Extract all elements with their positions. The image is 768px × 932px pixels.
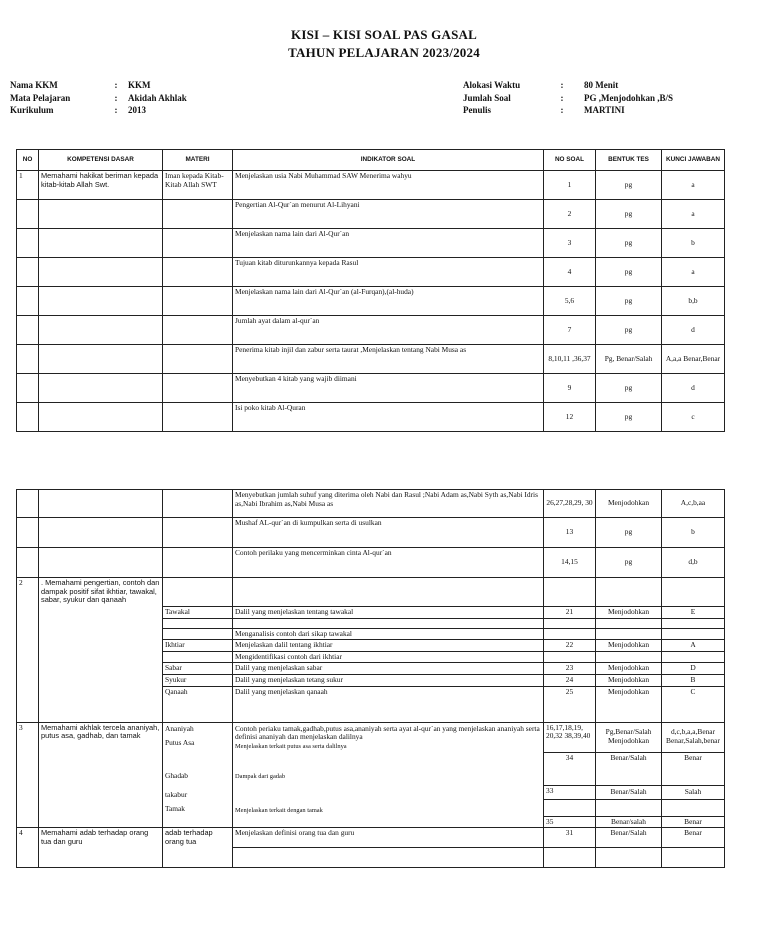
meta-label: Jumlah Soal — [463, 92, 511, 103]
meta-label: Penulis — [463, 105, 492, 115]
meta-value: 2013 — [128, 105, 146, 115]
kunci-jawaban: d,b — [662, 548, 725, 578]
materi: Ghadab — [165, 770, 188, 780]
bentuk-tes: Menjodohkan — [596, 674, 662, 686]
meta-value: PG ,Menjodohkan ,B/S — [584, 92, 674, 103]
header-no: NO — [17, 150, 39, 171]
table-row — [17, 374, 725, 403]
kunci-jawaban: d — [662, 316, 725, 345]
bentuk-tes: pg — [596, 287, 662, 316]
no-soal: 24 — [544, 674, 596, 686]
indikator: Isi poko kitab Al-Quran — [233, 403, 544, 432]
row-no: 1 — [17, 171, 39, 200]
table-row — [17, 229, 725, 258]
meta-right-colons — [558, 79, 566, 117]
header-indikator: INDIKATOR SOAL — [233, 150, 544, 171]
table-row — [17, 316, 725, 345]
indikator: Penerima kitab injil dan zabur serta taurat ,Menjelaskan tentang Nabi Musa as — [233, 345, 544, 374]
materi: Ananiyah — [165, 723, 194, 733]
colon: : — [560, 92, 564, 103]
meta-right-labels — [463, 79, 520, 117]
indikator: Menganalisis contoh dari sikap tawakal — [233, 628, 544, 640]
no-soal: 13 — [544, 518, 596, 548]
bentuk-tes: pg — [596, 200, 662, 229]
meta-label: Kurikulum — [10, 105, 54, 115]
indikator: Mengidentifikasi contoh dari ikhtiar — [233, 651, 544, 663]
row-no: 2 — [17, 578, 39, 723]
kunci-jawaban: d — [662, 374, 725, 403]
kisi-table-2 — [16, 489, 725, 868]
header-bentuk-tes: BENTUK TES — [596, 150, 662, 171]
kunci-jawaban: a — [662, 200, 725, 229]
bentuk-tes: pg — [596, 518, 662, 548]
meta-value: 80 Menit — [584, 80, 619, 90]
materi: Tawakal — [163, 607, 233, 619]
header-kunci-jawaban: KUNCI JAWABAN — [662, 150, 725, 171]
no-soal: 26,27,28,29, 30 — [544, 490, 596, 518]
table-row — [17, 200, 725, 229]
kunci-jawaban: Salah — [662, 785, 725, 799]
kunci-jawaban: D — [662, 663, 725, 675]
bentuk-tes: pg — [596, 229, 662, 258]
meta-label: Alokasi Waktu — [463, 80, 521, 90]
bentuk-tes: Pg,Benar/Salah Menjodohkan — [596, 722, 662, 752]
materi: takabur — [165, 789, 188, 799]
header-kompetensi: KOMPETENSI DASAR — [39, 150, 163, 171]
no-soal: 25 — [544, 686, 596, 722]
colon: : — [114, 92, 118, 103]
materi: adab terhadap orang tua — [163, 828, 233, 868]
meta-right-values — [584, 79, 673, 117]
no-soal: 12 — [544, 403, 596, 432]
indikator: Menjelaskan dalil tentang ikhtiar — [233, 640, 544, 652]
bentuk-tes: pg — [596, 171, 662, 200]
bentuk-tes: Benar/salah — [596, 816, 662, 828]
materi: Ikhtiar — [163, 640, 233, 652]
kompetensi-dasar: Memahami hakikat beriman kepada kitab-kitab Allah Swt. — [39, 171, 163, 200]
indikator: Menjelaskan definisi orang tua dan guru — [233, 828, 544, 848]
row-no: 3 — [17, 722, 39, 828]
no-soal: 31 — [544, 828, 596, 848]
bentuk-tes: pg — [596, 403, 662, 432]
indikator: Menjelaskan nama lain dari Al-Qur`an — [233, 229, 544, 258]
materi: Tamak — [165, 803, 186, 813]
meta-value: KKM — [128, 80, 151, 90]
bentuk-tes: pg — [596, 258, 662, 287]
table-row — [17, 828, 725, 848]
table-row — [17, 403, 725, 432]
bentuk-tes: Benar/Salah — [596, 828, 662, 848]
indikator: Pengertian Al-Qur`an menurut Al-Lihyani — [233, 200, 544, 229]
kunci-jawaban: b — [662, 229, 725, 258]
bentuk-tes: Menjodohkan — [596, 686, 662, 722]
meta-value: Akidah Akhlak — [128, 92, 187, 103]
bentuk-tes: Benar/Salah — [596, 752, 662, 785]
no-soal: 3 — [544, 229, 596, 258]
table-row — [17, 287, 725, 316]
indikator: Dalil yang menjelaskan sabar — [233, 663, 544, 675]
kunci-jawaban: a — [662, 171, 725, 200]
meta-label: Mata Pelajaran — [10, 92, 71, 103]
indikator: Mushaf AL-qur`an di kumpulkan serta di usulkan — [233, 518, 544, 548]
kunci-jawaban: c — [662, 403, 725, 432]
bentuk-tes: pg — [596, 374, 662, 403]
colon: : — [114, 80, 118, 90]
bentuk-tes: Menjodohkan — [596, 490, 662, 518]
indikator-list — [233, 722, 544, 828]
meta-label: Nama KKM — [10, 80, 58, 90]
colon: : — [114, 105, 118, 115]
table-header-row — [17, 150, 725, 171]
kunci-jawaban: Benar — [662, 828, 725, 848]
table-row — [17, 578, 725, 607]
indikator: Dalil yang menjelaskan tetang sukur — [233, 674, 544, 686]
document-title: KISI – KISI SOAL PAS GASAL — [291, 27, 477, 42]
materi: Syukur — [163, 674, 233, 686]
materi: Iman kepada Kitab-Kitab Allah SWT — [163, 171, 233, 200]
indikator: Contoh perilaku yang mencerminkan cinta Al-qur`an — [233, 548, 544, 578]
indikator: Menyebutkan jumlah suhuf yang diterima oleh Nabi dan Rasul ;Nabi Adam as,Nabi Syth as,Nabi Idris as,Nabi Ibrahim as,Nabi Musa as — [233, 490, 544, 518]
table-row — [17, 490, 725, 518]
no-soal: 35 — [544, 816, 596, 828]
kunci-jawaban: Benar — [662, 752, 725, 785]
row-no: 4 — [17, 828, 39, 868]
document-subtitle: TAHUN PELAJARAN 2023/2024 — [288, 45, 480, 60]
no-soal: 23 — [544, 663, 596, 675]
kunci-jawaban: d,c,b,a,a,Benar Benar,Salah,benar — [662, 722, 725, 752]
bentuk-tes: pg — [596, 316, 662, 345]
table-row — [17, 722, 725, 752]
colon: : — [560, 105, 564, 115]
kunci-jawaban: A,a,a Benar,Benar — [662, 345, 725, 374]
bentuk-tes: Menjodohkan — [596, 663, 662, 675]
bentuk-tes: Pg, Benar/Salah — [596, 345, 662, 374]
bentuk-tes: pg — [596, 548, 662, 578]
materi-list — [163, 722, 233, 828]
materi: Qanaah — [163, 686, 233, 722]
kunci-jawaban: b,b — [662, 287, 725, 316]
kunci-jawaban: b — [662, 518, 725, 548]
indikator: Menyebutkan 4 kitab yang wajib diimani — [233, 374, 544, 403]
bentuk-tes: Benar/Salah — [596, 785, 662, 799]
bentuk-tes: Menjodohkan — [596, 607, 662, 619]
kunci-jawaban: Benar — [662, 816, 725, 828]
table-row — [17, 258, 725, 287]
meta-left-values — [128, 79, 187, 117]
header-no-soal: NO SOAL — [544, 150, 596, 171]
indikator: Menjelaskan usia Nabi Muhammad SAW Menerima wahyu — [233, 171, 544, 200]
kunci-jawaban: B — [662, 674, 725, 686]
no-soal: 7 — [544, 316, 596, 345]
kunci-jawaban: E — [662, 607, 725, 619]
no-soal: 9 — [544, 374, 596, 403]
indikator: Dalil yang menjelaskan qanaah — [233, 686, 544, 722]
materi: Putus Asa — [165, 737, 195, 747]
kompetensi-dasar: Memahami akhlak tercela ananiyah, putus asa, gadhab, dan tamak — [39, 722, 163, 828]
indikator: Tujuan kitab diturunkannya kepada Rasul — [233, 258, 544, 287]
table-row — [17, 345, 725, 374]
header-materi: MATERI — [163, 150, 233, 171]
no-soal: 8,10,11 ,36,37 — [544, 345, 596, 374]
table-row — [17, 518, 725, 548]
colon: : — [560, 80, 564, 90]
no-soal: 16,17,18,19, 20,32 38,39,40 — [544, 722, 596, 752]
no-soal: 2 — [544, 200, 596, 229]
no-soal: 21 — [544, 607, 596, 619]
kunci-jawaban: A — [662, 640, 725, 652]
indikator: Dalil yang menjelaskan tentang tawakal — [233, 607, 544, 619]
no-soal: 1 — [544, 171, 596, 200]
kunci-jawaban: a — [662, 258, 725, 287]
materi: Sabar — [163, 663, 233, 675]
no-soal: 33 — [544, 785, 596, 799]
kisi-table-1 — [16, 149, 725, 432]
indikator: Dampak dari gadab — [235, 772, 286, 780]
indikator: Menjelaskan terkait dengan tamak — [235, 806, 323, 814]
no-soal: 22 — [544, 640, 596, 652]
indikator: Jumlah ayat dalam al-qur`an — [233, 316, 544, 345]
kunci-jawaban: A,c,b,aa — [662, 490, 725, 518]
kunci-jawaban: C — [662, 686, 725, 722]
indikator: Menjelaskan nama lain dari Al-Qur`an (al-Furqan),(al-huda) — [233, 287, 544, 316]
table-row — [17, 171, 725, 200]
meta-value: MARTINI — [584, 105, 625, 115]
no-soal: 4 — [544, 258, 596, 287]
meta-left-labels — [10, 79, 70, 117]
indikator: Menjelaskan terkait putus asa serta dalilnya — [235, 742, 347, 750]
no-soal: 5,6 — [544, 287, 596, 316]
kompetensi-dasar: . Memahami pengertian, contoh dan dampak positif sifat ikhtiar, tawakal, sabar, syukur dan qanaah — [39, 578, 163, 723]
kompetensi-dasar: Memahami adab terhadap orang tua dan guru — [39, 828, 163, 868]
meta-left-colons — [112, 79, 120, 117]
indikator: Contoh periaku tamak,gadhab,putus asa,ananiyah serta ayat al-qur`an yang menjelaskan ananiyah serta definisi ananiyah dan menjelaskan dalilnya — [235, 723, 540, 742]
no-soal: 34 — [544, 752, 596, 785]
table-row — [17, 548, 725, 578]
bentuk-tes: Menjodohkan — [596, 640, 662, 652]
no-soal: 14,15 — [544, 548, 596, 578]
